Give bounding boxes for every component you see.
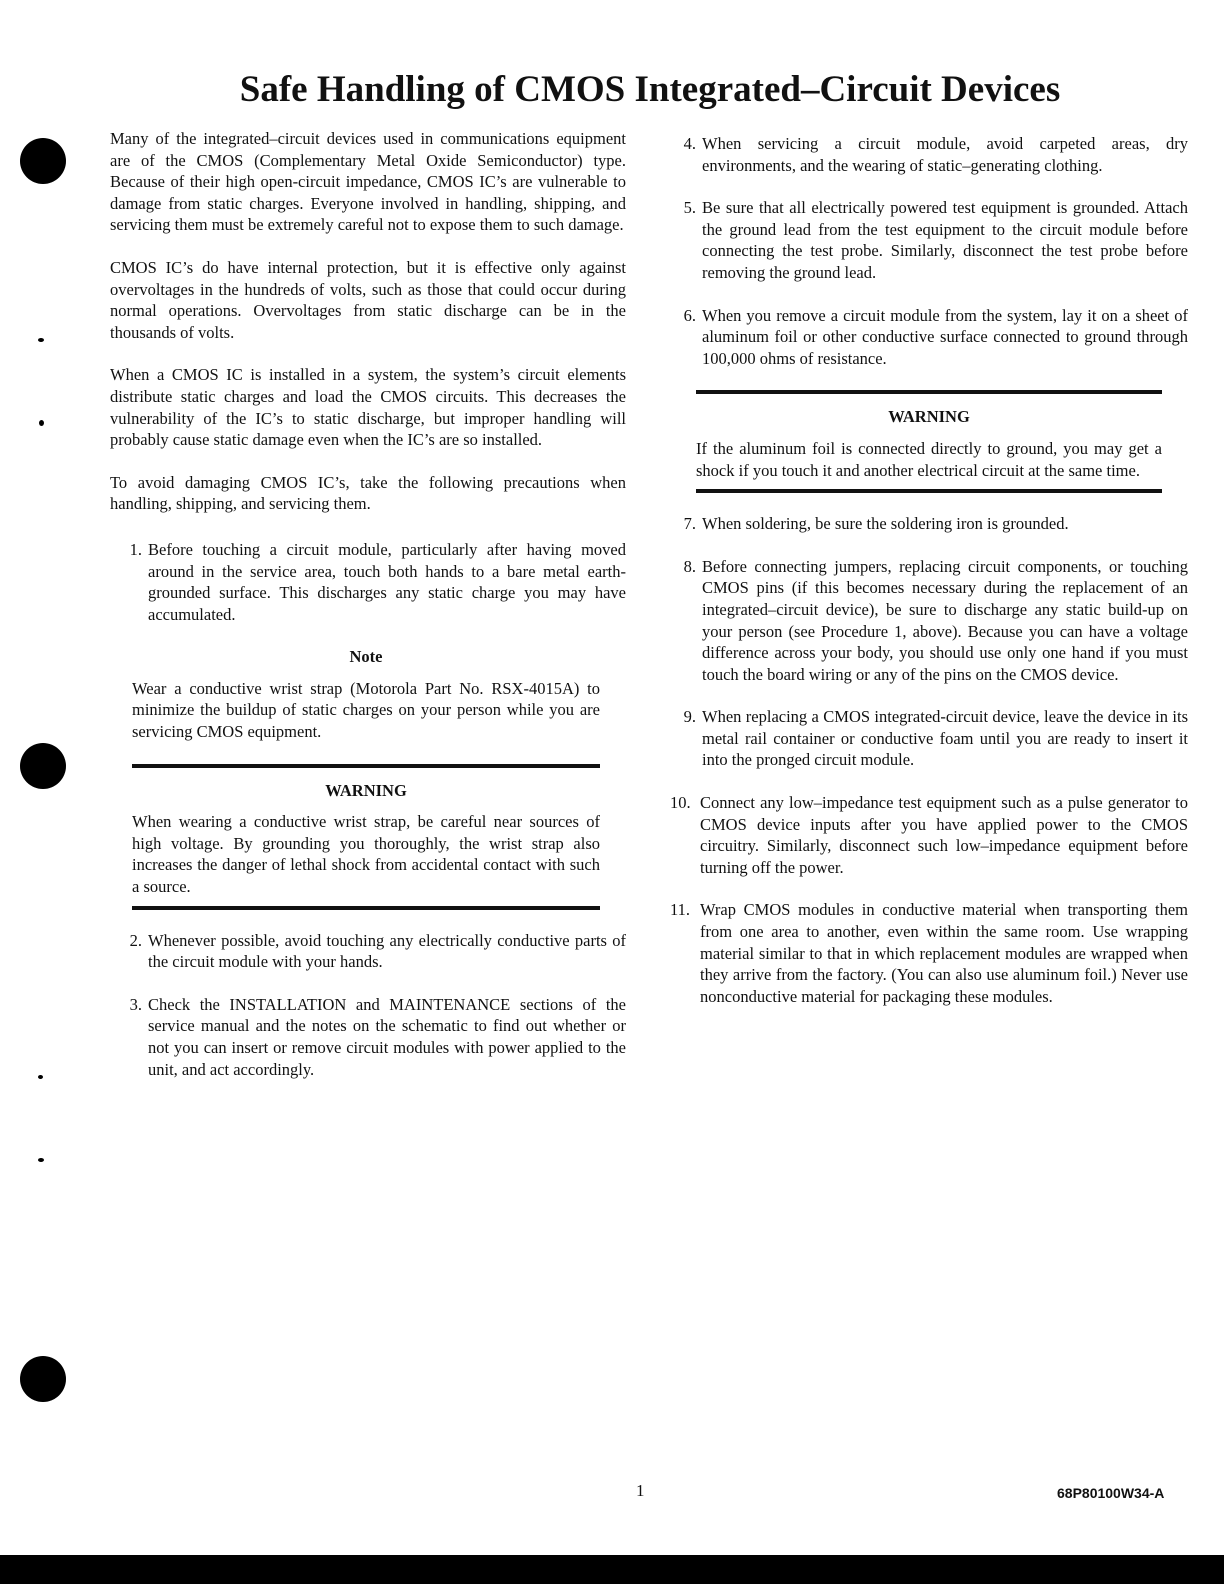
item-text: Connect any low–impedance test equipment such as a pulse generator to CMOS device inputs after you have applied power to the CMOS circuitry. Similarly, disconnect such low–impedance equipment before turning off the power.	[700, 793, 1188, 877]
item-text: Check the INSTALLATION and MAINTENANCE sections of the service manual and the notes on the schematic to find out whether or not you can insert or remove circuit modules with power applied to the unit, and act accordingly.	[148, 994, 626, 1079]
page-number: 1	[636, 1481, 645, 1500]
item-number: 6.	[683, 305, 696, 325]
item-text: Wrap CMOS modules in conductive material when transporting them from one area to another, even within the same room. Use wrapping material similar to that in which replacement modules are wrapped when they arrive from the factory. (You can also use aluminum foil.) Never use nonconductive material for packaging these modules.	[700, 900, 1188, 1006]
item-number: 1.	[129, 539, 142, 559]
note-box	[132, 646, 600, 742]
scan-edge-bar	[0, 1555, 1224, 1584]
note-title: Note	[349, 647, 383, 667]
warning-text: If the aluminum foil is connected directly to ground, you may get a shock if you touch it and another electrical circuit at the same time.	[696, 438, 1162, 480]
divider	[132, 906, 600, 910]
scan-speck	[38, 1158, 44, 1162]
divider	[696, 489, 1162, 493]
punch-hole-icon	[20, 743, 66, 789]
item-number: 8.	[683, 556, 696, 576]
divider	[132, 764, 600, 768]
item-number: 9.	[683, 707, 696, 727]
item-text: When replacing a CMOS integrated-circuit device, leave the device in its metal rail container or conductive foam until you are ready to insert it into the pronged circuit module.	[702, 707, 1188, 770]
precaution-item-2	[120, 930, 626, 973]
warning-title: WARNING	[325, 780, 407, 800]
scan-speck	[38, 338, 44, 342]
precaution-item-9	[680, 706, 1188, 771]
item-text: When servicing a circuit module, avoid carpeted areas, dry environments, and the wearing of static–generating clothing.	[702, 134, 1188, 175]
warning-title: WARNING	[888, 407, 970, 427]
item-number: 5.	[683, 198, 696, 218]
note-text: Wear a conductive wrist strap (Motorola Part No. RSX-4015A) to minimize the buildup of static charges on your person while you are servicing CMOS equipment.	[132, 678, 600, 742]
precaution-item-10	[670, 792, 1188, 878]
item-number: 4.	[683, 134, 696, 153]
precaution-item-1	[120, 539, 626, 625]
document-id: 68P80100W34-A	[1057, 1485, 1165, 1501]
item-text: Whenever possible, avoid touching any electrically conductive parts of the circuit module with your hands.	[148, 930, 626, 972]
intro-paragraph: To avoid damaging CMOS IC’s, take the following precautions when handling, shipping, and servicing them.	[110, 472, 626, 514]
right-column	[670, 133, 1188, 1028]
intro-paragraph: When a CMOS IC is installed in a system, the system’s circuit elements distribute static charges and load the CMOS circuits. This decreases the vulnerability of the IC’s to static discharge, but improper handling will probably cause static damage even when the IC’s are so installed.	[110, 365, 626, 450]
intro-paragraph: Many of the integrated–circuit devices used in communications equipment are of the CMOS (Complementary Metal Oxide Semiconductor) type. Because of their high open-circuit impedance, CMOS IC’s are vulnerable to damage from static charges. Everyone involved in handling, shipping, and servicing them must be extremely careful not to expose them to such damage.	[110, 129, 626, 235]
item-number: 3.	[129, 994, 142, 1014]
warning-box-2	[696, 390, 1162, 493]
precaution-item-6	[680, 305, 1188, 370]
intro-paragraph: CMOS IC’s do have internal protection, but it is effective only against overvoltages in the hundreds of volts, such as those that could occur during normal operations. Overvoltages from static discharge can be in the thousands of volts.	[110, 257, 626, 342]
divider	[696, 390, 1162, 394]
precaution-item-11	[670, 899, 1188, 1007]
scan-speck	[39, 420, 44, 426]
item-text: Before touching a circuit module, particularly after having moved around in the service area, touch both hands to a bare metal earth-grounded surface. This discharges any static charge you may have accumulated.	[148, 539, 626, 624]
punch-hole-icon	[20, 138, 66, 184]
precaution-item-5	[680, 197, 1188, 283]
warning-box-1	[132, 764, 600, 910]
precaution-item-8	[680, 556, 1188, 686]
precaution-item-4	[680, 133, 1188, 176]
left-column	[110, 128, 626, 1101]
precaution-item-3	[120, 994, 626, 1080]
item-number: 7.	[683, 514, 696, 534]
item-text: When you remove a circuit module from the system, lay it on a sheet of aluminum foil or other conductive surface connected to ground through 100,000 ohms of resistance.	[702, 305, 1188, 368]
item-number: 10.	[670, 793, 691, 813]
precaution-item-7	[680, 513, 1188, 535]
item-text: Be sure that all electrically powered test equipment is grounded. Attach the ground lead from the test equipment to the circuit module before connecting the test probe. Similarly, disconnect the test probe before removing the ground lead.	[702, 198, 1188, 282]
item-text: When soldering, be sure the soldering iron is grounded.	[702, 514, 1069, 534]
item-number: 11.	[670, 900, 691, 920]
scan-speck	[38, 1075, 43, 1079]
item-number: 2.	[129, 930, 142, 950]
page-title: Safe Handling of CMOS Integrated–Circuit Devices	[239, 69, 1061, 110]
punch-hole-icon	[20, 1356, 66, 1402]
warning-text: When wearing a conductive wrist strap, be careful near sources of high voltage. By grounding you thoroughly, the wrist strap also increases the danger of lethal shock from accidental contact with such a source.	[132, 812, 600, 897]
item-text: Before connecting jumpers, replacing circuit components, or touching CMOS pins (if this becomes necessary during the replacement of an integrated–circuit device), be sure to discharge any static build-up on your person (see Procedure 1, above). Because you can have a voltage difference across your body, you should use only one hand if you must touch the board wiring or any of the pins on the CMOS device.	[702, 556, 1188, 684]
